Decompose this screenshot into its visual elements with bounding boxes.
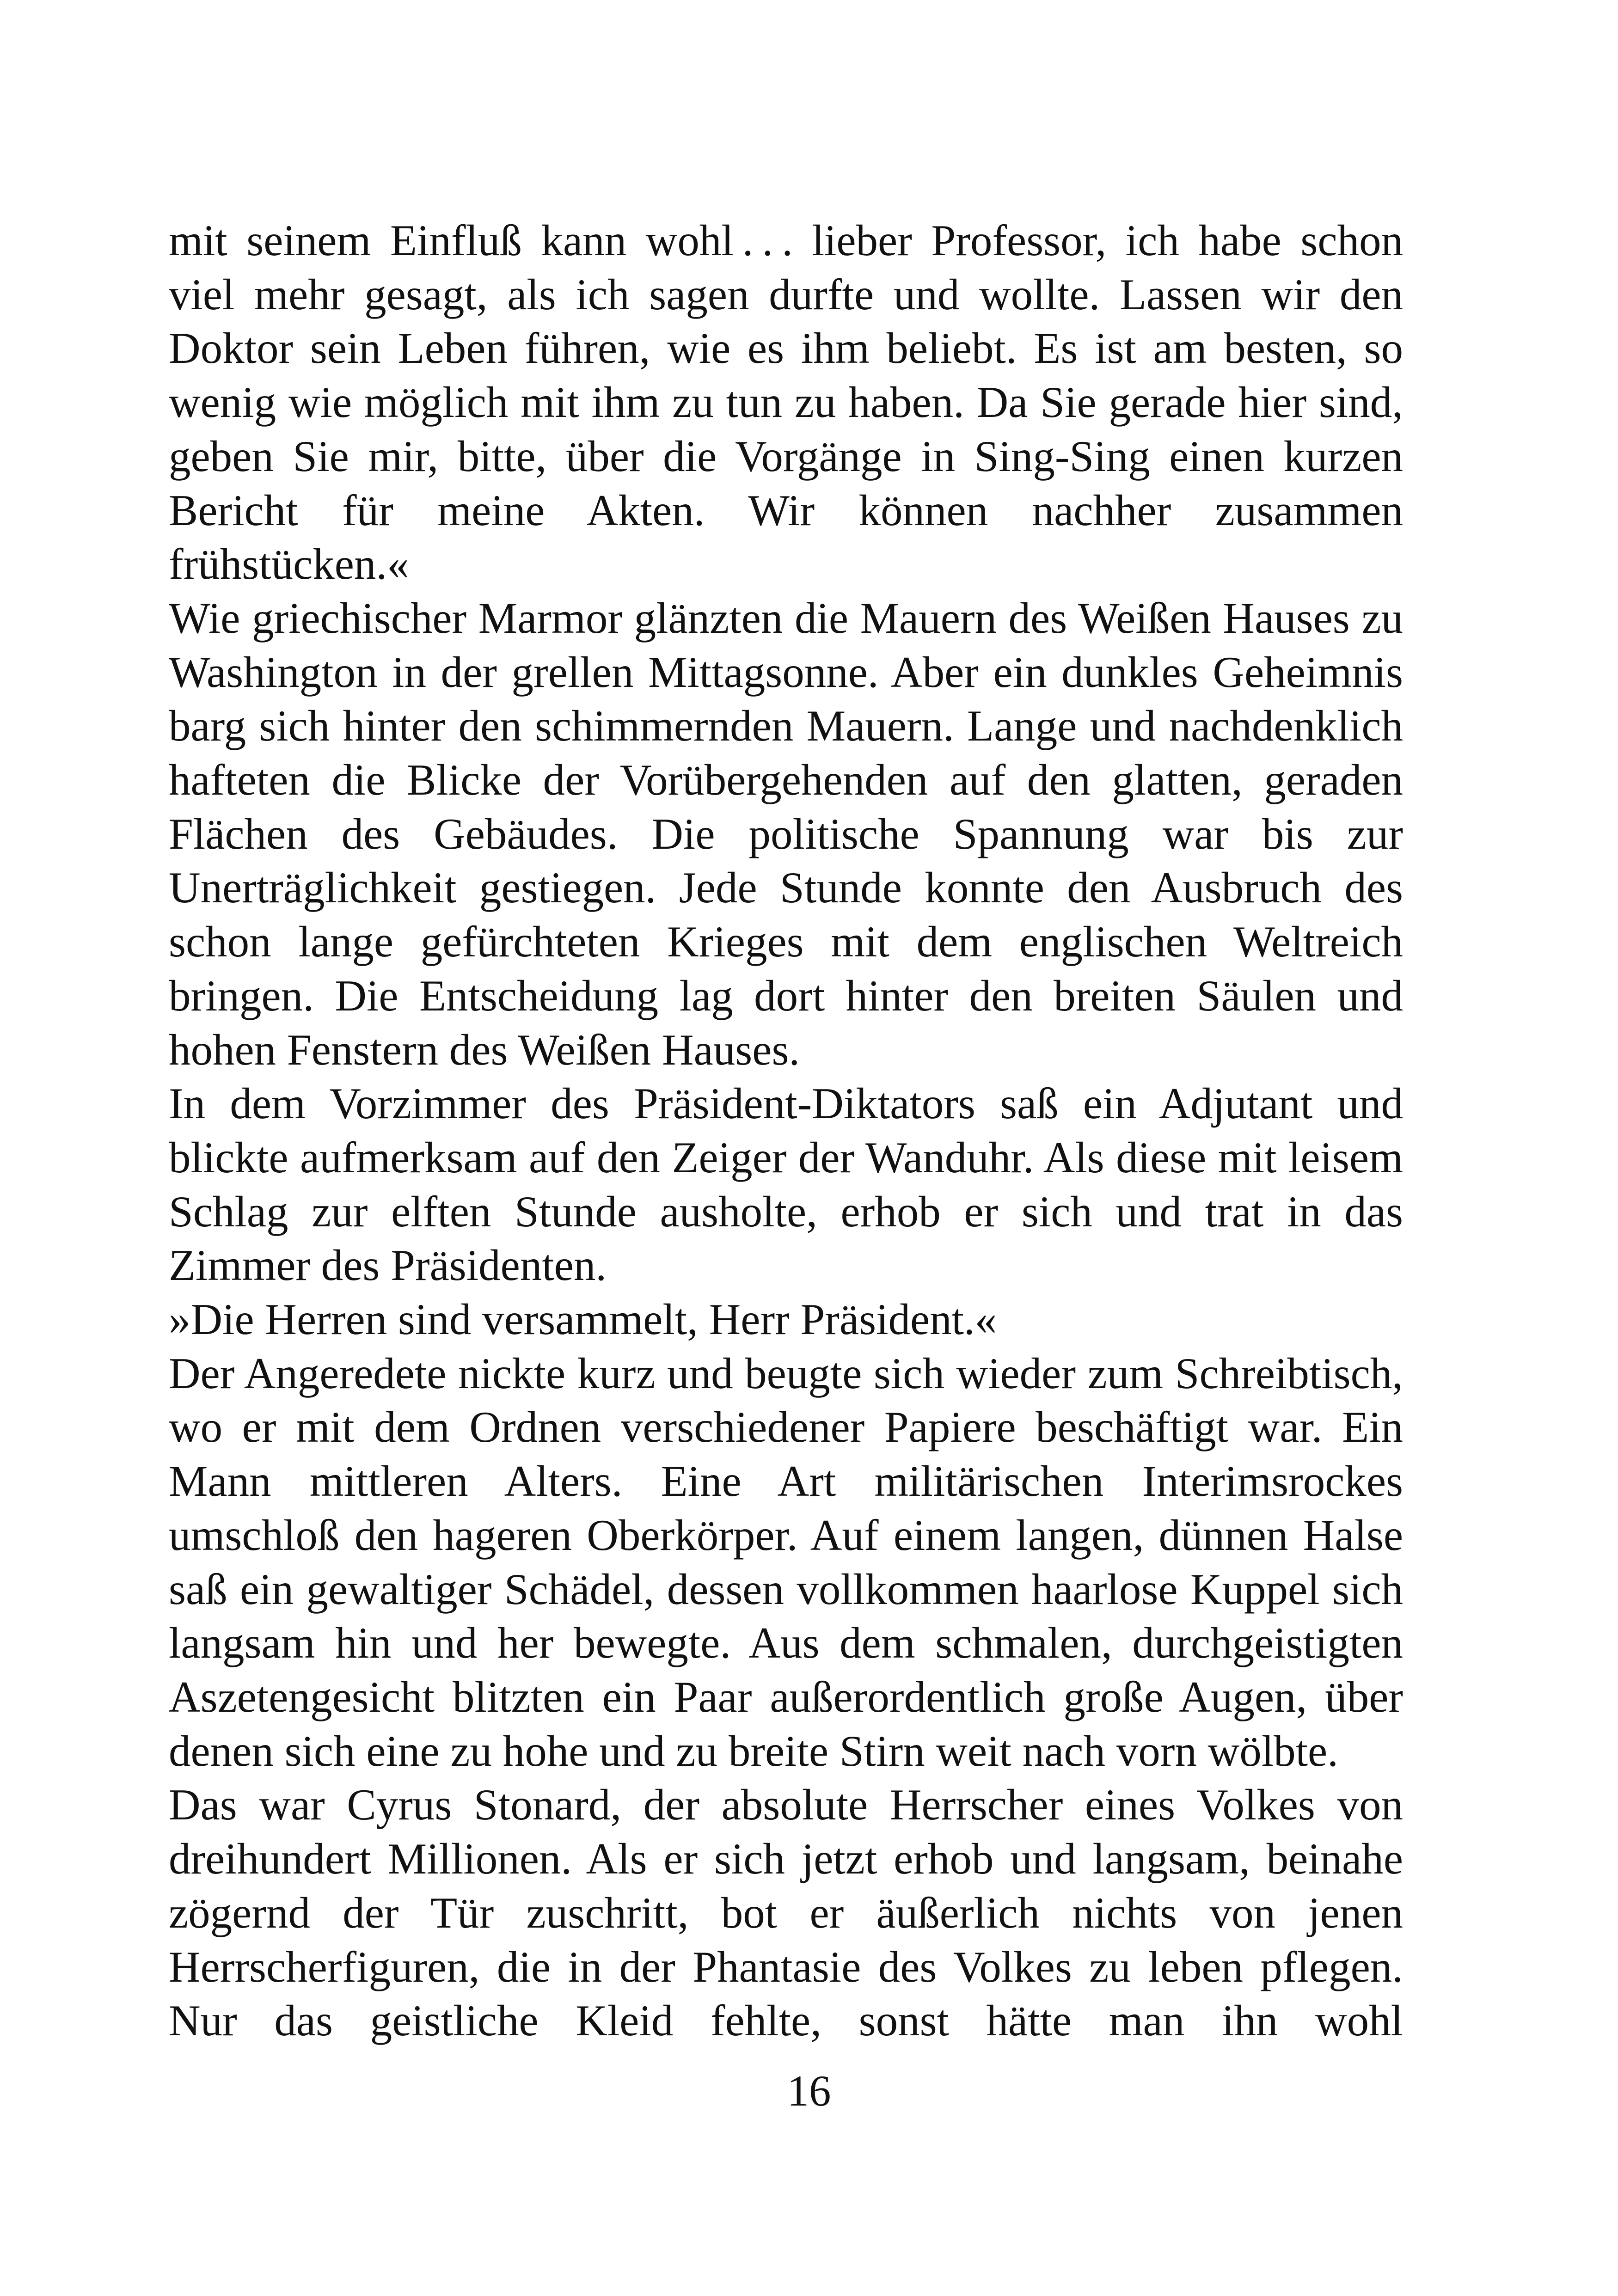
paragraph-3: In dem Vorzimmer des Präsident-Diktators saß ein Adjutant und blickte aufmerksam auf den Zeiger der Wanduhr. Als diese mit leisem Schlag zur elften Stunde ausholte, erhob er sich und trat in das Zimmer des Präsidenten.	[169, 1079, 1403, 1290]
paragraph-4: »Die Herren sind versammelt, Herr Präsident.«	[169, 1295, 997, 1344]
paragraph-2: Wie griechischer Marmor glänzten die Mauern des Weißen Hauses zu Washington in der grellen Mittagsonne. Aber ein dunkles Geheimnis barg sich hinter den schimmernden Mauern. Lange und nachdenklich hafteten die Blicke der Vorübergehenden auf den glatten, geraden Flächen des Gebäudes. Die politische Spannung war bis zur Unerträglichkeit gestiegen. Jede Stunde konnte den Ausbruch des schon lange gefürchteten Krieges mit dem englischen Weltreich bringen. Die Entscheidung lag dort hinter den breiten Säulen und hohen Fenstern des Weißen Hauses.	[169, 593, 1403, 1074]
paragraph-6: Das war Cyrus Stonard, der absolute Herrscher eines Volkes von dreihundert Millionen. Als er sich jetzt erhob und langsam, beinahe zögernd der Tür zuschritt, bot er äußerlich nichts von jenen Herrscherfiguren, die in der Phantasie des Volkes zu leben pflegen. Nur das geistliche Kleid fehlte, sonst hätte man ihn wohl	[169, 1780, 1403, 2045]
page-body	[169, 214, 1403, 2063]
paragraph-5: Der Angeredete nickte kurz und beugte sich wieder zum Schreibtisch, wo er mit dem Ordnen verschiedener Papiere beschäftigt war. Ein Mann mittleren Alters. Eine Art militärischen Interimsrockes umschloß den hageren Oberkörper. Auf einem langen, dünnen Halse saß ein gewaltiger Schädel, dessen vollkommen haarlose Kuppel sich langsam hin und her bewegte. Aus dem schmalen, durchgeistigten Aszetengesicht blitzten ein Paar außerordentlich große Augen, über denen sich eine zu hohe und zu breite Stirn weit nach vorn wölbte.	[169, 1348, 1403, 1776]
paragraph-1: mit seinem Einfluß kann wohl . . . lieber Professor, ich habe schon viel mehr gesagt, als ich sagen durfte und wollte. Lassen wir den Doktor sein Leben führen, wie es ihm beliebt. Es ist am besten, so wenig wie möglich mit ihm zu tun zu haben. Da Sie gerade hier sind, geben Sie mir, bitte, über die Vorgänge in Sing-Sing einen kurzen Bericht für meine Akten. Wir können nachher zusammen frühstücken.«	[169, 216, 1403, 589]
page-number: 16	[787, 2066, 831, 2115]
